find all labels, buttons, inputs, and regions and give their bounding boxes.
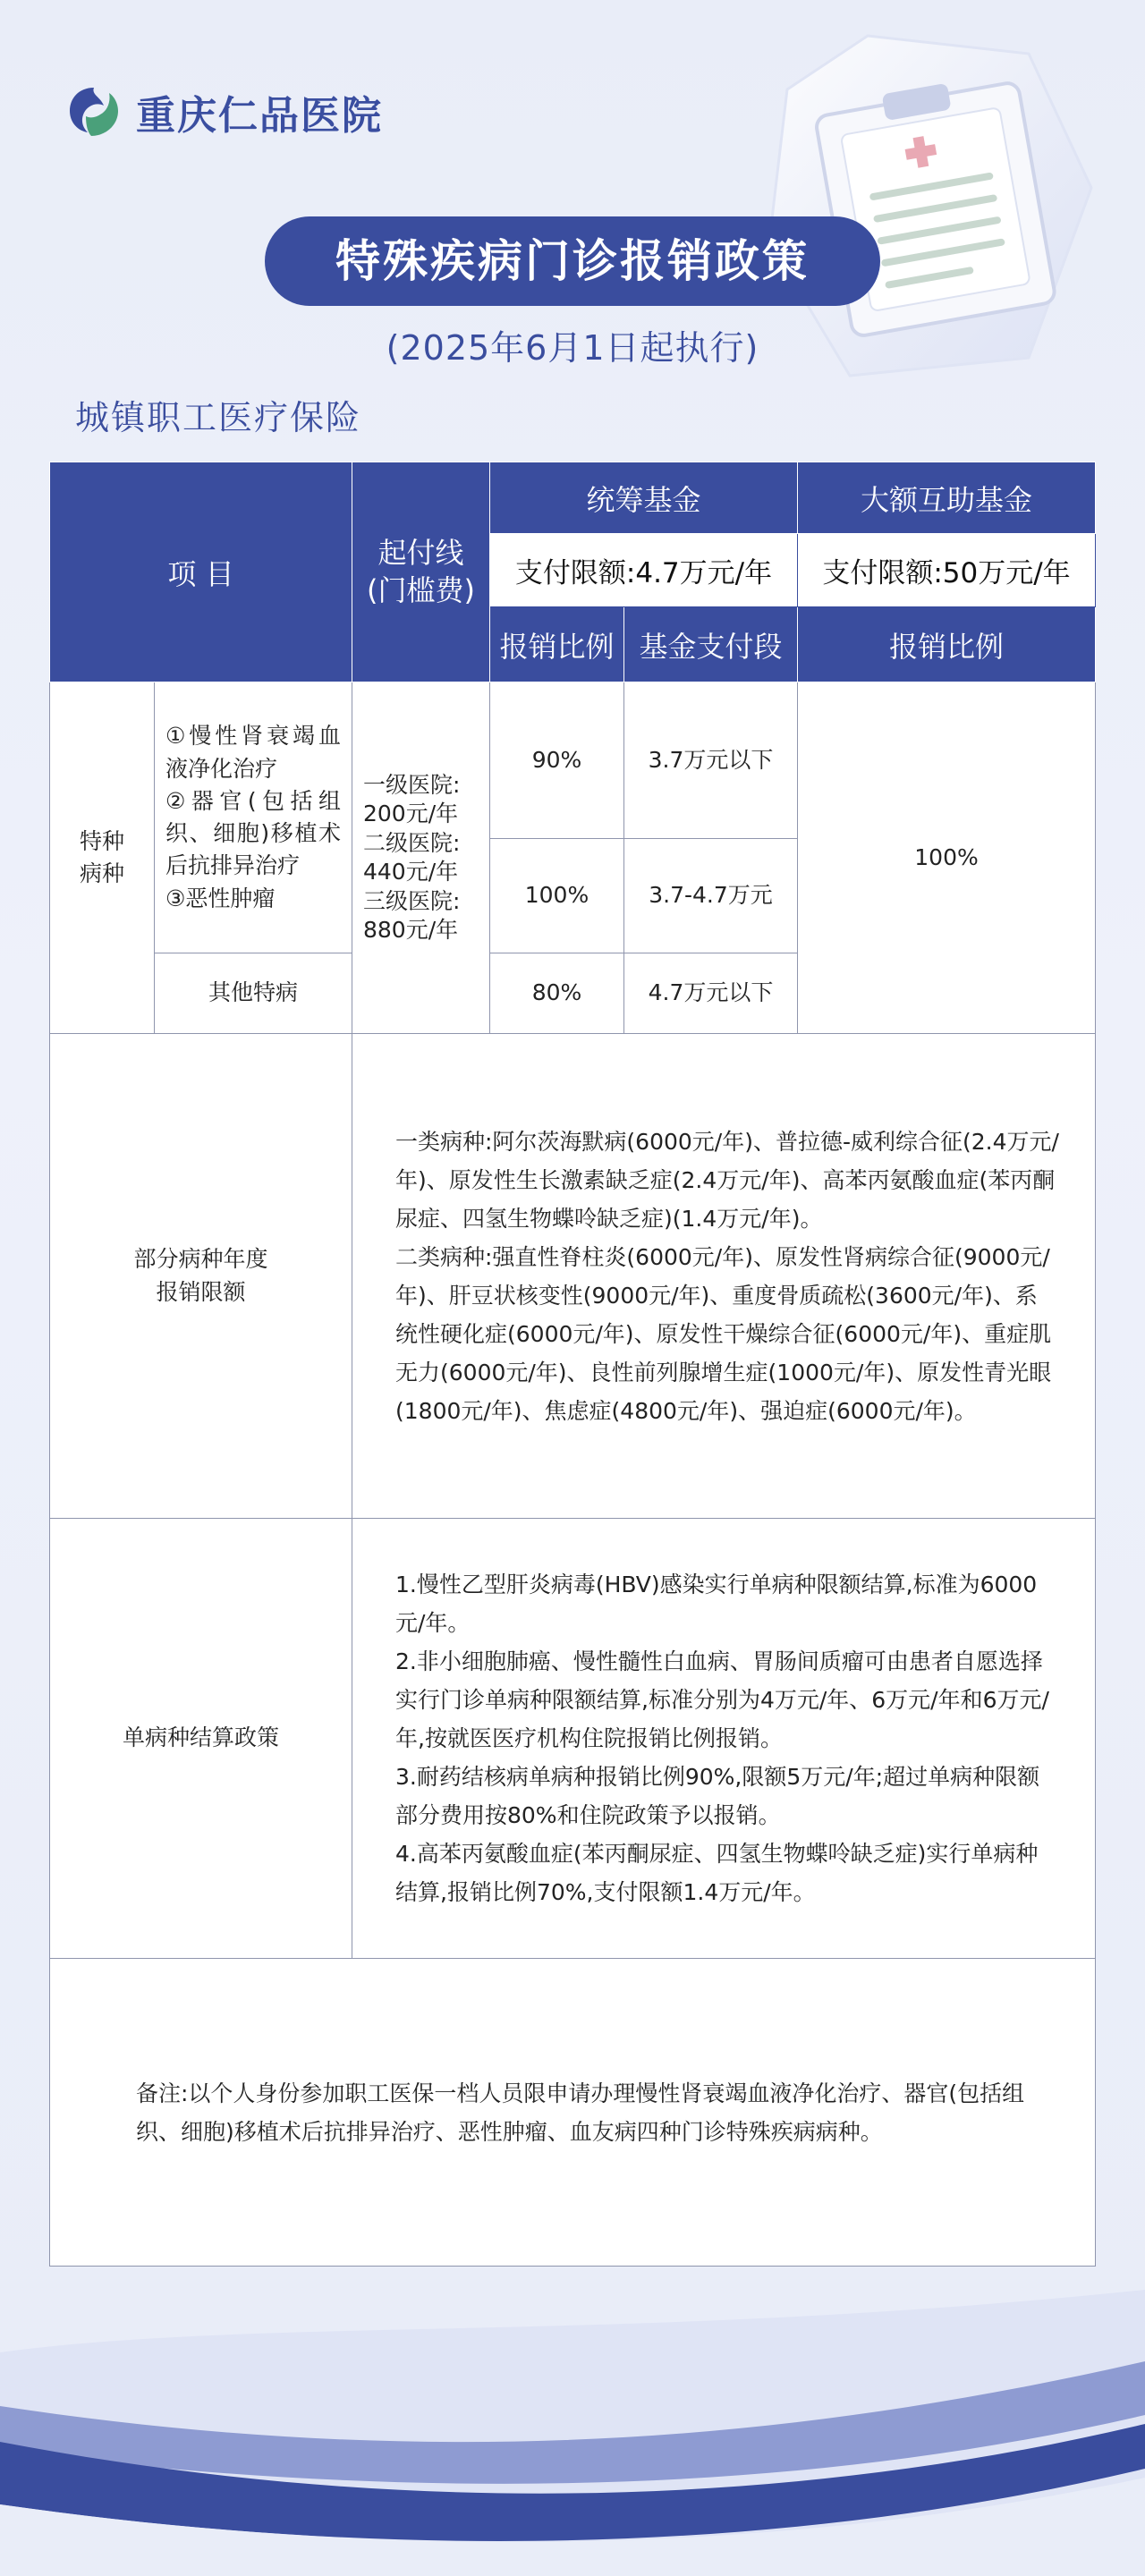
header-mutual-ratio: 报销比例 (798, 607, 1096, 682)
annual-limit-text: 一类病种:阿尔茨海默病(6000元/年)、普拉德-威利综合征(2.4万元/年)、原发性生长激素缺乏症(2.4万元/年)、高苯丙氨酸血症(苯丙酮尿症、四氢生物蝶呤缺乏症)(1.4万元/年)。 二类病种:强直性脊柱炎(6000元/年)、原发性肾病综合征(9000元/年)、肝豆状核变性(9000元/年)、重度骨质疏松(3600元/年)、系统性硬化症(6000元/年)、原发性干燥综合征(6000元/年)、重症肌无力(6000元/年)、良性前列腺增生症(1000元/年)、原发性青光眼(1800元/年)、焦虑症(4800元/年)、强迫症(6000元/年)。 (352, 1034, 1096, 1519)
ratio-row-2: 100% (490, 839, 624, 953)
page-title: 特殊疾病门诊报销政策 (265, 216, 880, 306)
single-disease-label: 单病种结算政策 (50, 1519, 352, 1959)
header-fund: 统筹基金 (490, 462, 798, 534)
ratio-row-1: 90% (490, 682, 624, 839)
mutual-ratio-value: 100% (798, 682, 1096, 1034)
decorative-waves (0, 2290, 1145, 2576)
hospital-logo-icon (64, 82, 123, 141)
annual-limit-label: 部分病种年度 报销限额 (50, 1034, 352, 1519)
special-disease-label: 特种 病种 (50, 682, 155, 1034)
segment-row-1: 3.7万元以下 (624, 682, 798, 839)
fund-limit: 支付限额:4.7万元/年 (490, 534, 798, 607)
threshold-by-level: 一级医院: 200元/年 二级医院: 440元/年 三级医院: 880元/年 (352, 682, 490, 1034)
segment-row-2: 3.7-4.7万元 (624, 839, 798, 953)
special-disease-list: ①慢性肾衰竭血液净化治疗 ②器官(包括组织、细胞)移植术后抗排异治疗 ③恶性肿瘤 (155, 682, 352, 953)
effective-date: (2025年6月1日起执行) (386, 328, 759, 368)
section-title: 城镇职工医疗保险 (75, 398, 362, 437)
header-segment: 基金支付段 (624, 607, 798, 682)
other-special-disease: 其他特病 (155, 953, 352, 1034)
policy-table (49, 462, 1095, 2267)
hospital-logo (64, 82, 383, 141)
header-item: 项 目 (50, 462, 352, 682)
single-disease-text: 1.慢性乙型肝炎病毒(HBV)感染实行单病种限额结算,标准为6000元/年。 2.非小细胞肺癌、慢性髓性白血病、胃肠间质瘤可由患者自愿选择实行门诊单病种限额结算,标准分别为4万元/年、6万元/年和6万元/年,按就医医疗机构住院报销比例报销。 3.耐药结核病单病种报销比例90%,限额5万元/年;超过单病种限额部分费用按80%和住院政策予以报销。 4.高苯丙氨酸血症(苯丙酮尿症、四氢生物蝶呤缺乏症)实行单病种结算,报销比例70%,支付限额1.4万元/年。 (352, 1519, 1096, 1959)
header-mutual: 大额互助基金 (798, 462, 1096, 534)
header-ratio: 报销比例 (490, 607, 624, 682)
header-threshold: 起付线 (门槛费) (352, 462, 490, 682)
segment-row-3: 4.7万元以下 (624, 953, 798, 1034)
mutual-limit: 支付限额:50万元/年 (798, 534, 1096, 607)
hospital-name: 重庆仁品医院 (136, 93, 383, 139)
note-text: 备注:以个人身份参加职工医保一档人员限申请办理慢性肾衰竭血液净化治疗、器官(包括组织、细胞)移植术后抗排异治疗、恶性肿瘤、血友病四种门诊特殊疾病病种。 (50, 1959, 1096, 2267)
ratio-row-3: 80% (490, 953, 624, 1034)
